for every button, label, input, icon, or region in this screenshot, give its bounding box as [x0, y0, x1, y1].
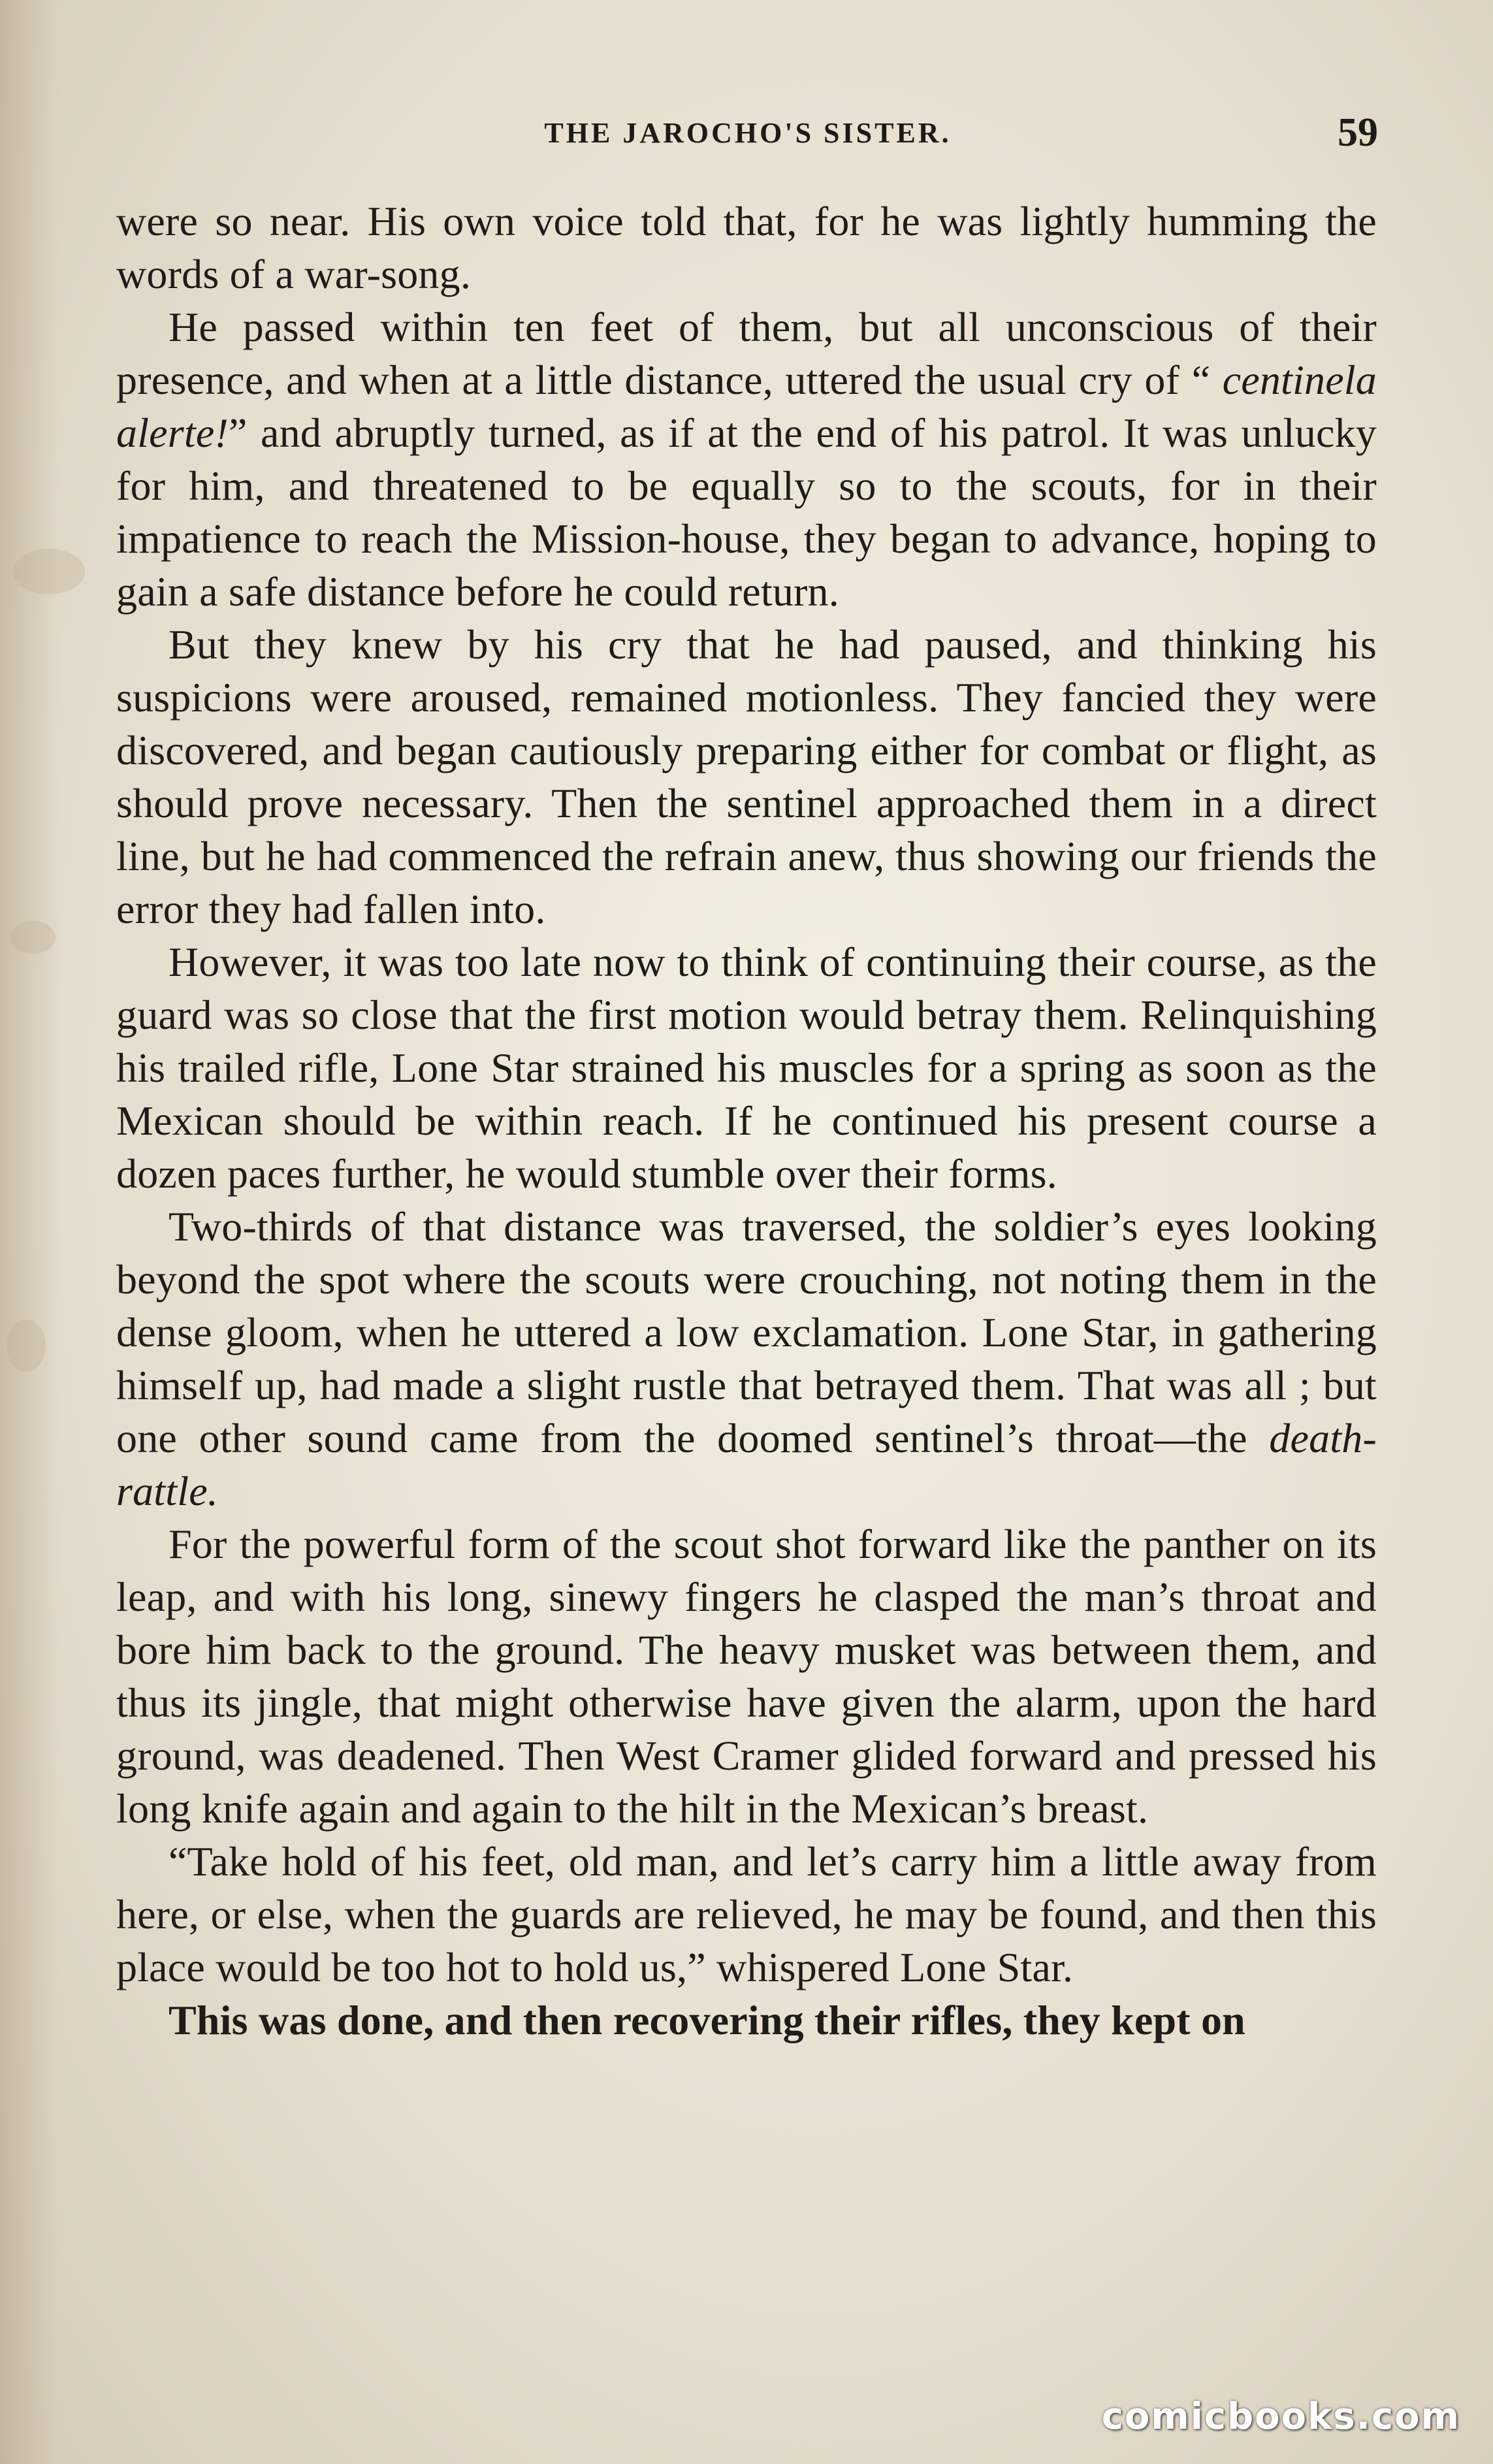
body-text [116, 195, 1377, 2047]
paper-stain [10, 921, 56, 954]
page-header [118, 110, 1378, 169]
page-edge-shadow [0, 0, 59, 2464]
text-run: “Take hold of his feet, old man, and let’s carry him a little away from here, or else, when the guards are relieved, he may be found, and then this place would be too hot to hold us,” whispered Lone Star. [116, 1838, 1377, 1990]
paragraph [116, 195, 1377, 300]
text-run: Two-thirds of that distance was traversed, the soldier’s eyes looking beyond the spot where the scouts were crouching, not noting them in the dense gloom, when he uttered a low exclamation. Lone Star, in gathering himself up, had made a slight rustle that betrayed them. That was all ; but one other sound came from the doomed sentinel’s throat—the [116, 1203, 1377, 1461]
text-run: He passed within ten feet of them, but all unconscious of their presence, and when at a little distance, uttered the usual cry of “ [116, 304, 1377, 403]
italic-text: death-rattle. [116, 1415, 1377, 1514]
text-run: But they knew by his cry that he had paused, and thinking his suspicions were aroused, remained motionless. They fancied they were discovered, and began cautiously preparing either for combat or flight, as should prove necessary. Then the sentinel approached them in a direct line, but he had commenced the refrain anew, thus showing our friends the error they had fallen into. [116, 621, 1377, 932]
paragraph [116, 935, 1377, 1200]
paper-stain [7, 1320, 46, 1372]
watermark-logo: comicbooks.com [1101, 2395, 1460, 2438]
paragraph [116, 1517, 1377, 1835]
italic-text: centinela alerte! [116, 357, 1377, 456]
running-title: THE JAROCHO'S SISTER. [544, 117, 952, 149]
text-run: However, it was too late now to think of continuing their course, as the guard was so close that the first motion would betray them. Relinquishing his trailed rifle, Lone Star strained his muscles for a spring as soon as the Mexican should be within reach. If he continued his present course a dozen paces further, he would stumble over their forms. [116, 939, 1377, 1197]
paragraph [116, 1835, 1377, 1994]
page-number: 59 [1338, 110, 1378, 155]
paragraph [116, 618, 1377, 935]
paragraph [116, 1200, 1377, 1517]
text-run: were so near. His own voice told that, for he was lightly humming the words of a war-song. [116, 198, 1377, 297]
text-run: This was done, and then recovering their rifles, they kept on [169, 1997, 1245, 2043]
text-run: ” and abruptly turned, as if at the end of his patrol. It was unlucky for him, and threatened to be equally so to the scouts, for in their impatience to reach the Mission-house, they began to advance, hoping to gain a safe distance before he could return. [116, 410, 1377, 615]
text-run: For the powerful form of the scout shot forward like the panther on its leap, and with his long, sinewy fingers he clasped the man’s throat and bore him back to the ground. The heavy musket was between them, and thus its jingle, that might otherwise have given the alarm, upon the hard ground, was deadened. Then West Cramer glided forward and pressed his long knife again and again to the hilt in the Mexican’s breast. [116, 1521, 1377, 1832]
paragraph [116, 300, 1377, 618]
paragraph [116, 1994, 1377, 2047]
paper-stain [13, 549, 85, 594]
